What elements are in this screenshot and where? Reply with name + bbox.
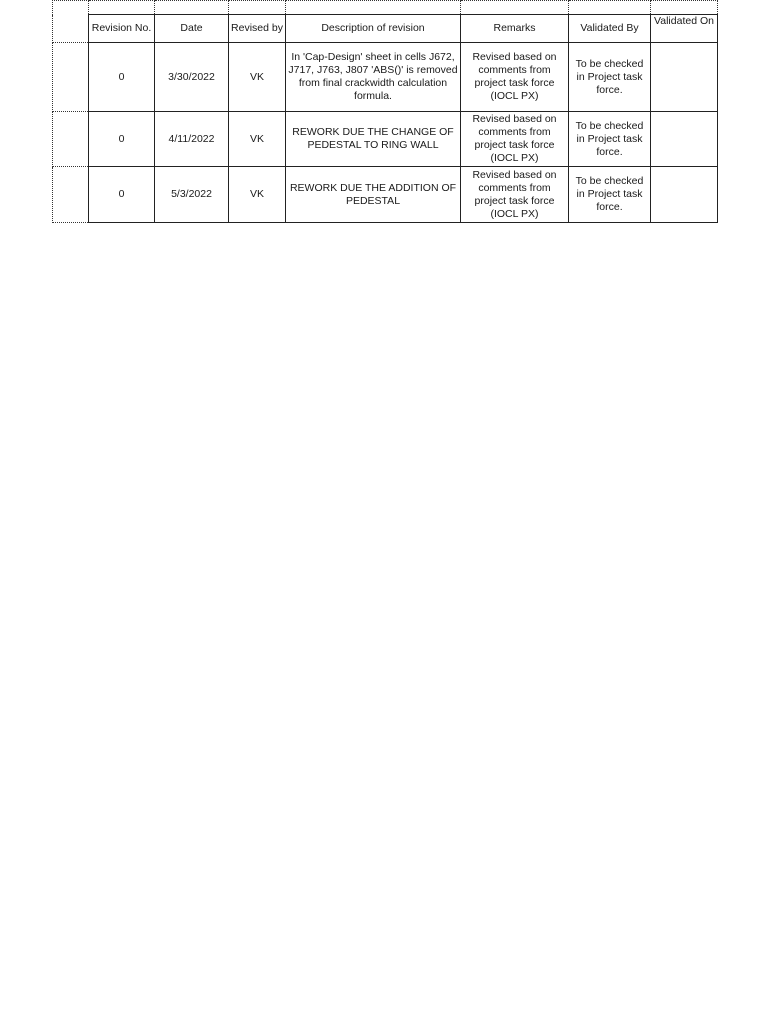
cell-validated-by: To be checked in Project task force. [569,167,651,223]
spacer-cell [569,1,651,15]
spacer-row [53,1,718,15]
cell-validated-on [651,43,718,112]
cell-validated-on [651,112,718,167]
cell-description: REWORK DUE THE ADDITION OF PEDESTAL [286,167,461,223]
header-revision-no: Revision No. [89,15,155,43]
spacer-cell [155,1,229,15]
cell-remarks: Revised based on comments from project task force (IOCL PX) [461,43,569,112]
row-gutter-cell [53,112,89,167]
header-remarks: Remarks [461,15,569,43]
header-date: Date [155,15,229,43]
header-revised-by: Revised by [229,15,286,43]
cell-description: In 'Cap-Design' sheet in cells J672, J717, J763, J807 'ABS()' is removed from final crackwidth calculation formula. [286,43,461,112]
cell-date: 4/11/2022 [155,112,229,167]
cell-revised-by: VK [229,167,286,223]
spacer-cell [461,1,569,15]
revision-history-table [52,0,718,223]
cell-date: 3/30/2022 [155,43,229,112]
cell-validated-by: To be checked in Project task force. [569,43,651,112]
cell-date: 5/3/2022 [155,167,229,223]
spacer-cell [89,1,155,15]
row-gutter-cell [53,43,89,112]
row-gutter-cell [53,15,89,43]
spacer-cell [286,1,461,15]
cell-remarks: Revised based on comments from project task force (IOCL PX) [461,167,569,223]
spacer-cell [651,1,718,15]
table-row [53,112,718,167]
cell-validated-on [651,167,718,223]
cell-validated-by: To be checked in Project task force. [569,112,651,167]
table-row [53,167,718,223]
revision-history-sheet [52,0,717,223]
cell-revised-by: VK [229,112,286,167]
spacer-cell [229,1,286,15]
cell-revision-no: 0 [89,112,155,167]
cell-description: REWORK DUE THE CHANGE OF PEDESTAL TO RING WALL [286,112,461,167]
table-header-row [53,15,718,43]
header-validated-by: Validated By [569,15,651,43]
header-validated-on: Validated On [651,15,718,43]
cell-remarks: Revised based on comments from project task force (IOCL PX) [461,112,569,167]
cell-revision-no: 0 [89,167,155,223]
cell-revised-by: VK [229,43,286,112]
header-description: Description of revision [286,15,461,43]
table-row [53,43,718,112]
row-gutter-cell [53,167,89,223]
spacer-cell [53,1,89,15]
cell-revision-no: 0 [89,43,155,112]
